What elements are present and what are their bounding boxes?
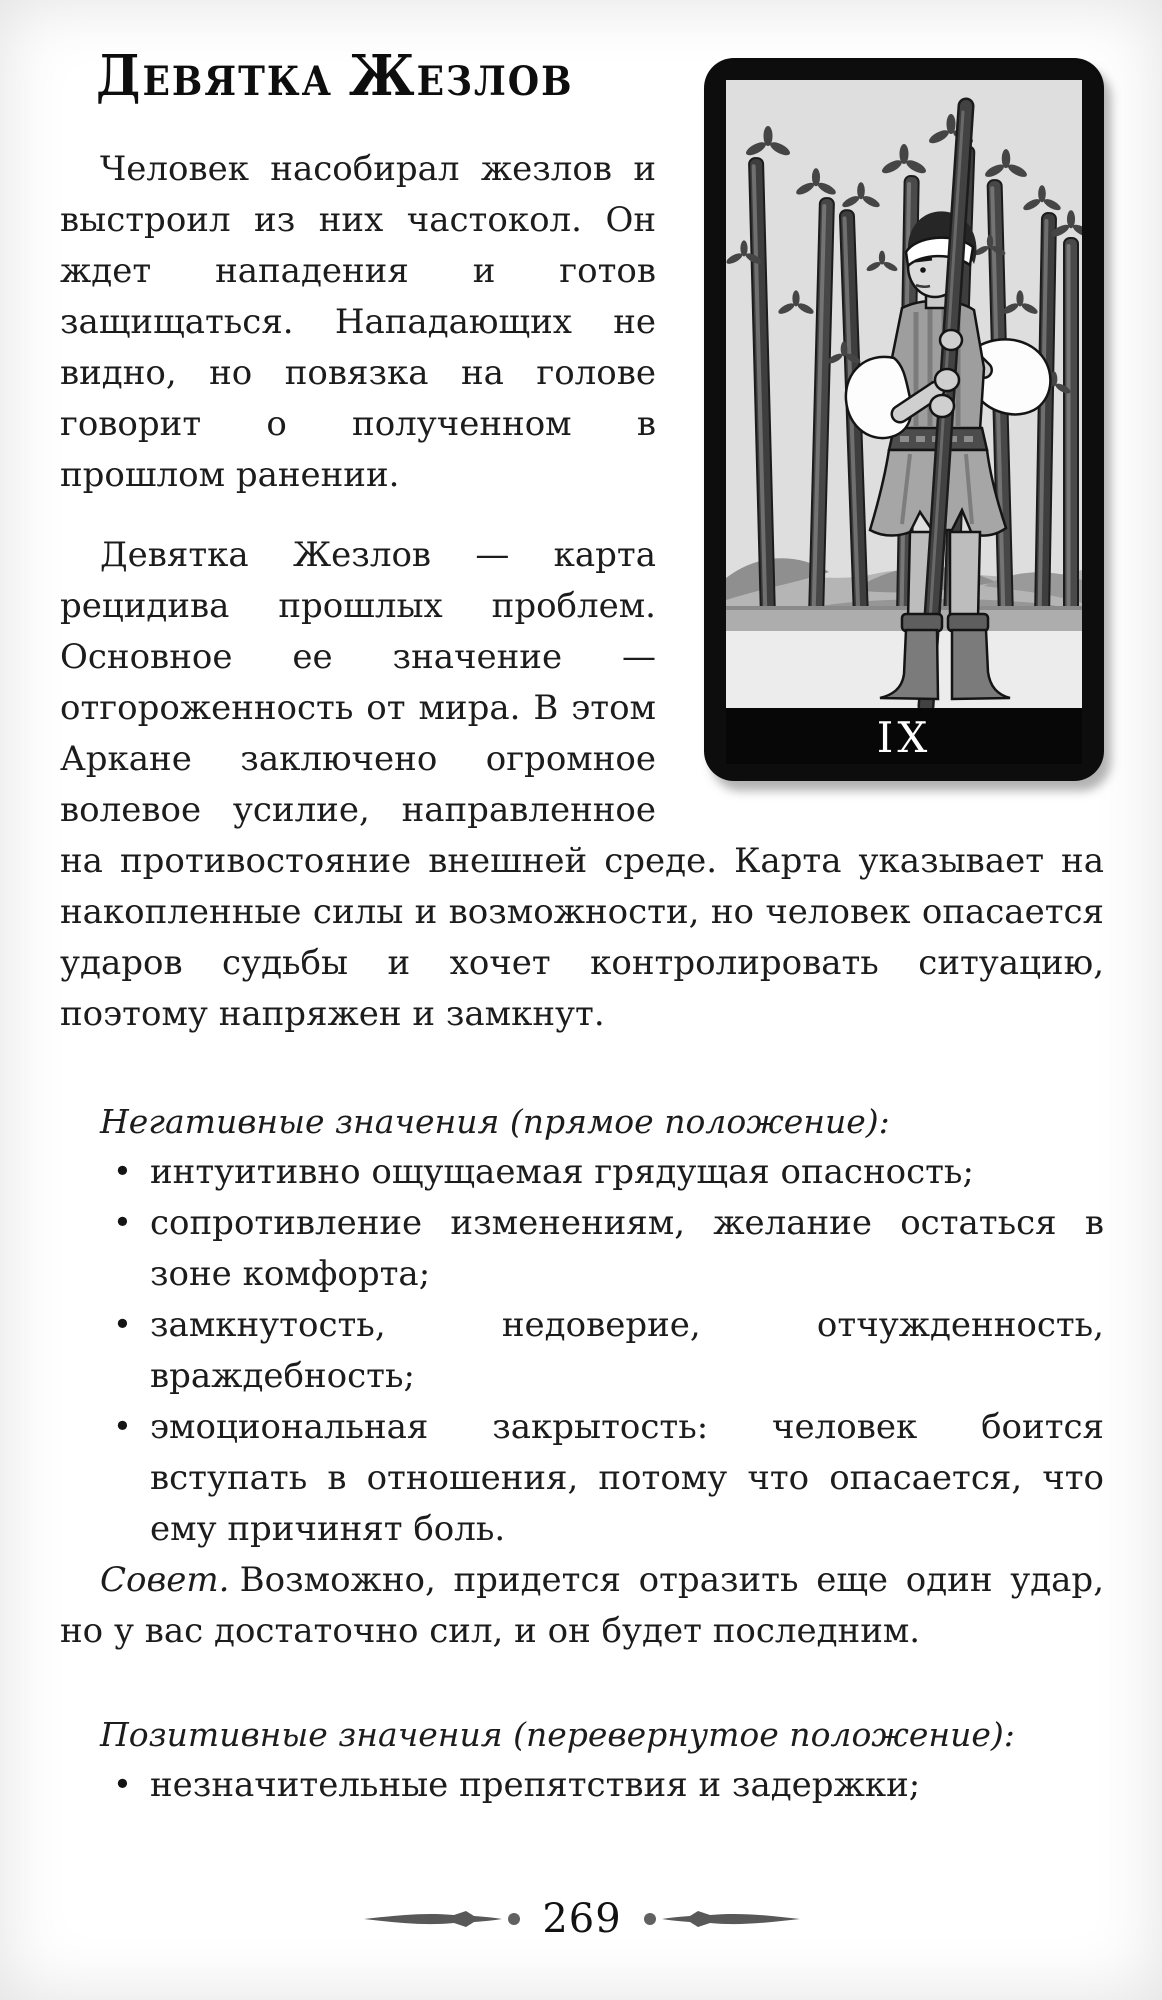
ground-line [726, 606, 1082, 610]
tarot-card-illustration [704, 58, 1104, 781]
positive-meanings-heading: Позитивные значения (перевернутое положение): [100, 1715, 1015, 1754]
page-content [60, 44, 1104, 1811]
list-item: • интуитивно ощущаемая грядущая опасность; [60, 1147, 1104, 1198]
advice-label: Совет. [100, 1560, 230, 1600]
list-item: • эмоциональная закрытость: человек боится вступать в отношения, потому что опасается, что ему причинят боль. [60, 1402, 1104, 1555]
title-word-2: ЖЕЗЛОВ [348, 42, 574, 109]
advice-text: Возможно, придется отразить еще один удар, но у вас достаточно сил, и он будет последним. [60, 1560, 1104, 1651]
list-item: • незначительные препятствия и задержки; [60, 1760, 1104, 1811]
negative-meanings-list [60, 1147, 1104, 1555]
footer-flourish-right-icon [642, 1910, 802, 1928]
page-number: 269 [542, 1896, 622, 1942]
list-item: • сопротивление изменениям, желание остаться в зоне комфорта; [60, 1198, 1104, 1300]
meaning-paragraph: Девятка Жезлов — карта рецидива прошлых проблем. Основное ее значение — отгороженность от мира. В этом Аркане заключено огромное волевое усилие, направленное на противостояние внешней среде. Карта указывает на накопленные силы и возможности, но человек опасается ударов судьбы и хочет контролировать ситуацию, поэтому напряжен и замкнут. [60, 535, 1104, 1034]
card-numeral: IX [876, 713, 932, 762]
footer-flourish-left-icon [362, 1910, 522, 1928]
page-footer [60, 1896, 1104, 1966]
advice-paragraph [60, 1555, 1104, 1657]
list-item: • замкнутость, недоверие, отчужденность, враждебность; [60, 1300, 1104, 1402]
negative-meanings-heading: Негативные значения (прямое положение): [100, 1102, 890, 1141]
positive-meanings-list [60, 1760, 1104, 1811]
nine-of-wands-card [704, 58, 1104, 781]
description-paragraph: Человек насобирал жезлов и выстроил из них частокол. Он ждет нападения и готов защищаться. Нападающих не видно, но повязка на голове говорит о полученном в прошлом ранении. [60, 149, 656, 495]
title-word-1: ДЕВЯТКА [96, 42, 333, 109]
